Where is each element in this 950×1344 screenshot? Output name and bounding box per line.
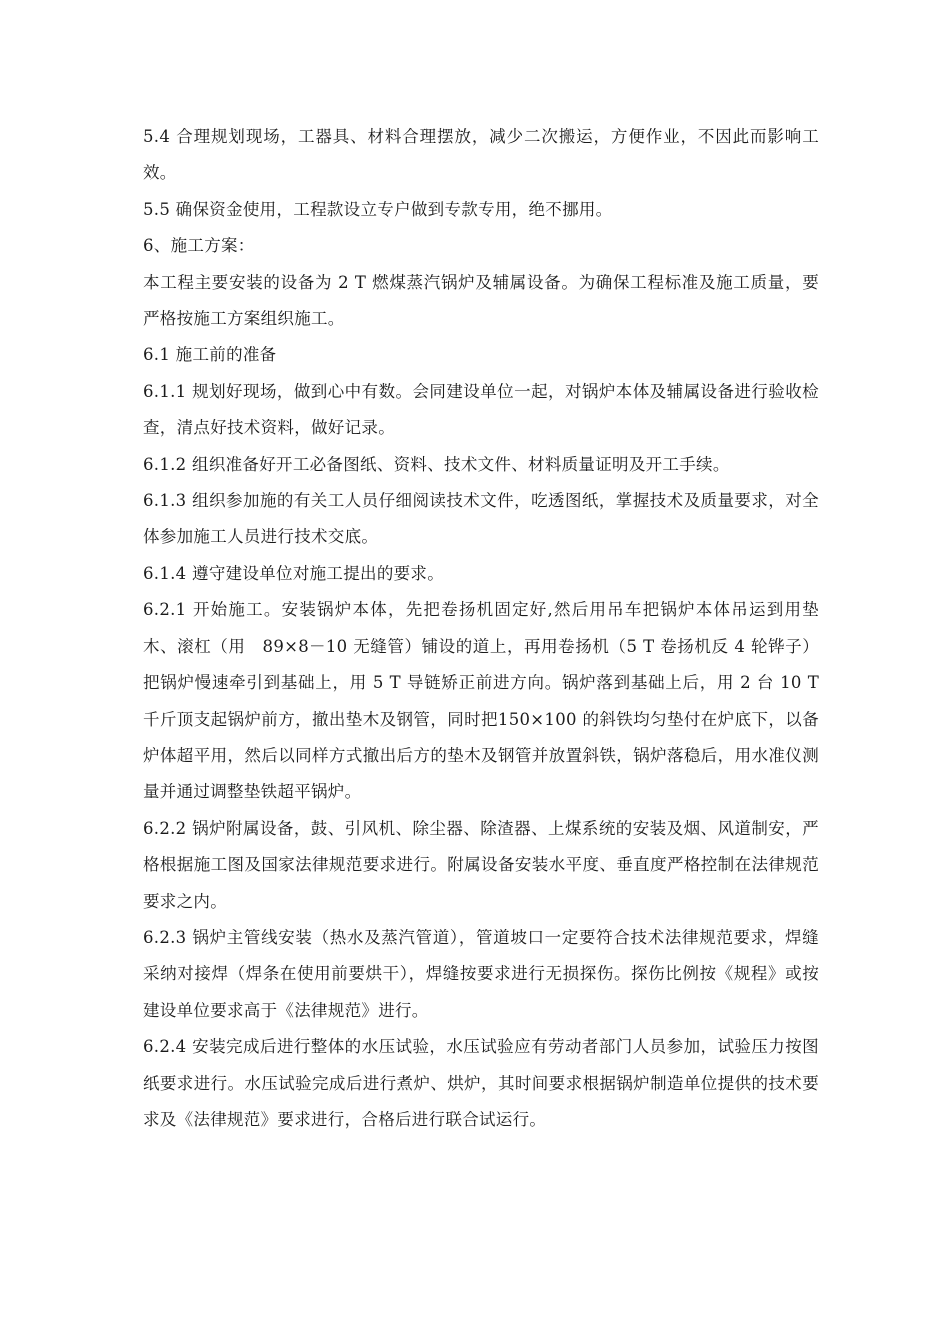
paragraph-6-2-2: 6.2.2 锅炉附属设备，鼓、引风机、除尘器、除渣器、上煤系统的安装及烟、风道制安，严格根据施工图及国家法律规范要求进行。附属设备安装水平度、垂直度严格控制在法律规范要求之内。 (143, 818, 819, 911)
paragraph-6-1-1: 6.1.1 规划好现场，做到心中有数。会同建设单位一起，对锅炉本体及辅属设备进行验收检查，清点好技术资料，做好记录。 (143, 381, 819, 438)
section-heading-6-1: 6.1 施工前的准备 (143, 345, 277, 365)
section-heading-6: 6、施工方案： (143, 236, 255, 256)
paragraph-5-4: 5.4 合理规划现场，工器具、材料合理摆放，减少二次搬运，方便作业，不因此而影响工效。 (143, 127, 819, 183)
paragraph-6-1-4: 6.1.4 遵守建设单位对施工提出的要求。 (143, 563, 445, 583)
paragraph-6-2-1: 6.2.1 开始施工。安装锅炉本体，先把卷扬机固定好,然后用吊车把锅炉本体吊运到用垫木、滚杠（用 89×8－10 无缝管）铺设的道上，再用卷扬机（5 T 卷扬机反 4 轮铧子）把锅炉慢速牵引到基础上，用 5 T 导链矫正前进方向。锅炉落到基础上后，用 2 台 10 T 千斤顶支起锅炉前方，撤出垫木及钢管，同时把150×100 的斜铁均匀垫付在炉底下，以备炉体超平用，然后以同样方式撤出后方的垫木及钢管并放置斜铁，锅炉落稳后，用水准仪测量并通过调整垫铁超平锅炉。 (143, 600, 819, 802)
paragraph-6-2-4: 6.2.4 安装完成后进行整体的水压试验，水压试验应有劳动者部门人员参加，试验压力按图纸要求进行。水压试验完成后进行煮炉、烘炉，其时间要求根据锅炉制造单位提供的技术要求及《法律规范》要求进行，合格后进行联合试运行。 (143, 1037, 819, 1129)
paragraph-6-2-3: 6.2.3 锅炉主管线安装（热水及蒸汽管道），管道坡口一定要符合技术法律规范要求，焊缝采纳对接焊（焊条在使用前要烘干），焊缝按要求进行无损探伤。探伤比例按《规程》或按建设单位要求高于《法律规范》进行。 (143, 927, 819, 1020)
document-page (143, 119, 819, 1138)
paragraph-6-1-2: 6.1.2 组织准备好开工必备图纸、资料、技术文件、材料质量证明及开工手续。 (143, 454, 730, 474)
paragraph-5-5: 5.5 确保资金使用，工程款设立专户做到专款专用，绝不挪用。 (143, 199, 613, 219)
paragraph-intro: 本工程主要安装的设备为 2 T 燃煤蒸汽锅炉及辅属设备。为确保工程标准及施工质量，要严格按施工方案组织施工。 (143, 272, 819, 329)
paragraph-6-1-3: 6.1.3 组织参加施的有关工人员仔细阅读技术文件，吃透图纸，掌握技术及质量要求，对全体参加施工人员进行技术交底。 (143, 491, 819, 547)
